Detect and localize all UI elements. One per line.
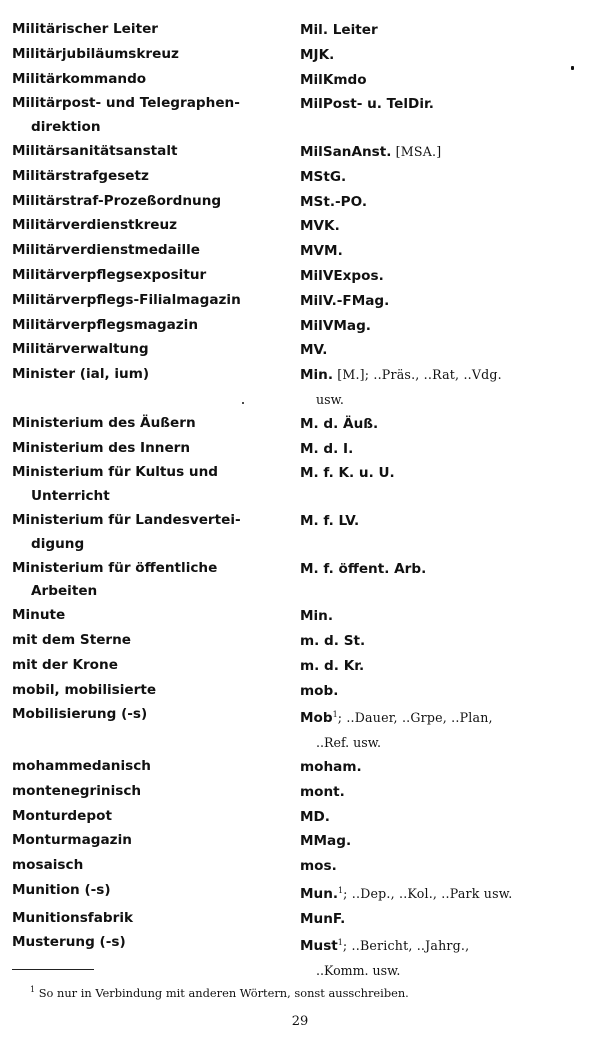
entry-term-text: Ministerium für Landesvertei- (12, 511, 241, 528)
entry-abbreviation (300, 338, 592, 363)
entry-row (12, 755, 592, 780)
entry-term-text: Militärverpflegs-Filialmagazin (12, 291, 241, 308)
footnote-rule (12, 969, 94, 970)
entry-abbreviation (300, 679, 592, 704)
abbreviation-text: MStG. (300, 168, 347, 185)
entry-term-continuation: direktion (31, 119, 101, 136)
abbreviation-text: MV. (300, 342, 328, 359)
entry-term (12, 780, 300, 804)
entry-abbreviation (300, 314, 592, 339)
footnote-mark: 1 (30, 985, 36, 994)
entry-term-text: Militärsanitätsanstalt (12, 142, 178, 159)
print-speck (571, 66, 574, 70)
entry-abbreviation (300, 780, 592, 805)
entry-row (12, 879, 592, 907)
abbreviation-text: M. d. I. (300, 440, 354, 457)
abbreviation-text: mont. (300, 783, 345, 800)
entry-abbreviation (300, 68, 592, 93)
abbreviation-text: MVM. (300, 243, 343, 260)
entry-term-text: mit dem Sterne (12, 631, 132, 648)
entry-abbreviation (300, 509, 592, 534)
entry-abbreviation (300, 214, 592, 239)
abbreviation-extra: ; ..Bericht, ..Jahrg., (342, 938, 470, 954)
abbreviation-text: M. d. Äuß. (300, 415, 379, 432)
entry-row (12, 679, 592, 704)
entry-term (12, 679, 300, 703)
entry-abbreviation (300, 190, 592, 215)
entry-term-continuation: Unterricht (31, 488, 110, 505)
entry-term-text: Munition (-s) (12, 881, 111, 898)
entry-term (12, 190, 300, 214)
entry-row (12, 314, 592, 339)
entry-abbreviation (300, 755, 592, 780)
entry-term (12, 509, 300, 557)
footnote (30, 985, 590, 1000)
entry-row (12, 907, 592, 932)
entry-abbreviation (300, 907, 592, 932)
print-speck (242, 402, 244, 404)
entry-term (12, 92, 300, 140)
entry-term (12, 654, 300, 678)
entry-abbreviation (300, 931, 592, 983)
entry-term (12, 437, 300, 461)
abbreviation-text: MMag. (300, 833, 352, 850)
entry-abbreviation (300, 879, 592, 907)
entry-abbreviation (300, 557, 592, 582)
entry-row (12, 557, 592, 605)
entry-term (12, 314, 300, 338)
entry-row (12, 264, 592, 289)
entry-row (12, 461, 592, 509)
entry-abbreviation (300, 805, 592, 830)
entry-row (12, 604, 592, 629)
entry-term (12, 43, 300, 67)
abbreviation-text: Min. (300, 367, 334, 384)
entry-term-text: Militärverdienstkreuz (12, 217, 178, 234)
entry-term-text: Militärpost- und Telegraphen- (12, 95, 240, 112)
entry-abbreviation (300, 703, 592, 755)
entry-term-text: Militärstraf-Prozeßordnung (12, 192, 222, 209)
entry-term-text: Militärverpflegsmagazin (12, 316, 199, 333)
entry-row (12, 629, 592, 654)
entry-term (12, 239, 300, 263)
entry-term-text: mit der Krone (12, 656, 118, 673)
abbreviation-text: M. f. LV. (300, 512, 360, 529)
abbreviation-list (12, 18, 592, 983)
entry-term (12, 854, 300, 878)
entry-term-text: mohammedanisch (12, 757, 151, 774)
abbreviation-text: Mob (300, 710, 333, 727)
entry-row (12, 363, 592, 412)
entry-row (12, 43, 592, 68)
abbreviation-text: MD. (300, 808, 330, 825)
abbreviation-text: MilVExpos. (300, 267, 384, 284)
footnote-ref: 1 (337, 938, 343, 948)
page-number: 29 (291, 1014, 309, 1029)
entry-row (12, 140, 592, 165)
abbreviation-extra: [M.]; ..Präs., ..Rat, ..Vdg. (333, 367, 502, 383)
abbreviation-text: m. d. St. (300, 632, 366, 649)
abbreviation-text: m. d. Kr. (300, 657, 365, 674)
entry-term-text: Minister (ial, ium) (12, 366, 150, 383)
abbreviation-text: MilPost- u. TelDir. (300, 96, 434, 113)
entry-term-continuation: digung (31, 535, 85, 552)
abbreviation-text: mob. (300, 682, 339, 699)
entry-abbreviation (300, 461, 592, 486)
entry-term (12, 68, 300, 92)
entry-term-text: Minute (12, 607, 66, 624)
entry-term-text: Ministerium des Äußern (12, 414, 196, 431)
entry-term (12, 363, 300, 387)
abbreviation-continuation: ..Komm. usw. (316, 963, 401, 979)
entry-term (12, 18, 300, 42)
entry-abbreviation (300, 412, 592, 437)
entry-term (12, 264, 300, 288)
entry-term-text: montenegrinisch (12, 782, 142, 799)
entry-term-continuation: Arbeiten (31, 583, 98, 600)
entry-term-text: mobil, mobilisierte (12, 681, 157, 698)
entry-abbreviation (300, 18, 592, 43)
entry-term-text: Militärverwaltung (12, 341, 149, 358)
entry-term (12, 557, 300, 605)
abbreviation-text: Must (300, 938, 338, 955)
entry-abbreviation (300, 165, 592, 190)
entry-row (12, 92, 592, 140)
abbreviation-text: M. f. öffent. Arb. (300, 560, 427, 577)
entry-term (12, 289, 300, 313)
entry-row (12, 68, 592, 93)
entry-row (12, 437, 592, 462)
entry-row (12, 854, 592, 879)
entry-term (12, 703, 300, 727)
abbreviation-text: M. f. K. u. U. (300, 465, 395, 482)
entry-row (12, 289, 592, 314)
entry-abbreviation (300, 239, 592, 264)
entry-term (12, 879, 300, 903)
entry-term-text: Monturdepot (12, 807, 112, 824)
entry-abbreviation (300, 43, 592, 68)
abbreviation-continuation: usw. (316, 391, 344, 407)
entry-term (12, 604, 300, 628)
entry-term-text: Militärverdienstmedaille (12, 242, 201, 259)
abbreviation-text: MilV.-FMag. (300, 292, 390, 309)
abbreviation-text: Min. (300, 608, 334, 625)
abbreviation-extra: [MSA.] (391, 143, 442, 159)
entry-term (12, 629, 300, 653)
entry-term (12, 755, 300, 779)
abbreviation-text: MunF. (300, 910, 346, 927)
entry-term-text: Monturmagazin (12, 832, 132, 849)
footnote-text: So nur in Verbindung mit anderen Wörtern, sonst ausschreiben. (35, 986, 409, 1000)
entry-term-text: Militärverpflegsexpositur (12, 266, 207, 283)
entry-term (12, 214, 300, 238)
entry-term (12, 907, 300, 931)
abbreviation-text: MVK. (300, 218, 340, 235)
entry-term (12, 829, 300, 853)
entry-row (12, 780, 592, 805)
entry-row (12, 654, 592, 679)
entry-term (12, 165, 300, 189)
entry-row (12, 214, 592, 239)
footnote-ref: 1 (332, 710, 338, 720)
abbreviation-text: MJK. (300, 46, 335, 63)
entry-term (12, 338, 300, 362)
entry-term-text: Ministerium für Kultus und (12, 464, 219, 481)
entry-term-text: Militärkommando (12, 70, 147, 87)
abbreviation-text: Mil. Leiter (300, 22, 378, 38)
entry-term-text: Ministerium für öffentliche (12, 559, 218, 576)
entry-term (12, 140, 300, 164)
abbreviation-text: MilVMag. (300, 317, 371, 334)
entry-term-text: Militärjubiläumskreuz (12, 45, 179, 62)
entry-abbreviation (300, 289, 592, 314)
abbreviation-text: Mun. (300, 885, 339, 902)
abbreviation-text: mos. (300, 858, 337, 875)
entry-row (12, 509, 592, 557)
entry-row (12, 703, 592, 755)
entry-abbreviation (300, 437, 592, 462)
entry-term (12, 461, 300, 509)
entry-row (12, 805, 592, 830)
abbreviation-continuation: ..Ref. usw. (316, 735, 382, 751)
entry-term-text: mosaisch (12, 857, 84, 874)
entry-abbreviation (300, 140, 592, 165)
entry-row (12, 338, 592, 363)
entry-abbreviation (300, 604, 592, 629)
abbreviation-text: moham. (300, 758, 362, 775)
entry-term-text: Mobilisierung (-s) (12, 706, 148, 723)
entry-abbreviation (300, 829, 592, 854)
entry-term-text: Ministerium des Innern (12, 439, 191, 456)
entry-abbreviation (300, 92, 592, 117)
entry-term-text: Militärstrafgesetz (12, 167, 149, 184)
entry-row (12, 190, 592, 215)
entry-term (12, 931, 300, 955)
entry-row (12, 239, 592, 264)
entry-row (12, 829, 592, 854)
abbreviation-extra: ; ..Dep., ..Kol., ..Park usw. (343, 885, 513, 901)
entry-term-text: Militärischer Leiter (12, 21, 158, 37)
entry-row (12, 18, 592, 43)
entry-row (12, 412, 592, 437)
footnote-ref: 1 (338, 885, 344, 895)
entry-term (12, 805, 300, 829)
abbreviation-text: MilKmdo (300, 71, 367, 88)
entry-abbreviation (300, 629, 592, 654)
abbreviation-text: MSt.-PO. (300, 193, 368, 210)
entry-abbreviation (300, 363, 592, 412)
abbreviation-text: MilSanAnst. (300, 143, 392, 160)
abbreviation-extra: ; ..Dauer, ..Grpe, ..Plan, (337, 710, 493, 726)
entry-term (12, 412, 300, 436)
entry-term-text: Munitionsfabrik (12, 909, 134, 926)
entry-term-text: Musterung (-s) (12, 934, 126, 951)
entry-abbreviation (300, 654, 592, 679)
entry-row (12, 931, 592, 983)
entry-row (12, 165, 592, 190)
entry-abbreviation (300, 854, 592, 879)
entry-abbreviation (300, 264, 592, 289)
